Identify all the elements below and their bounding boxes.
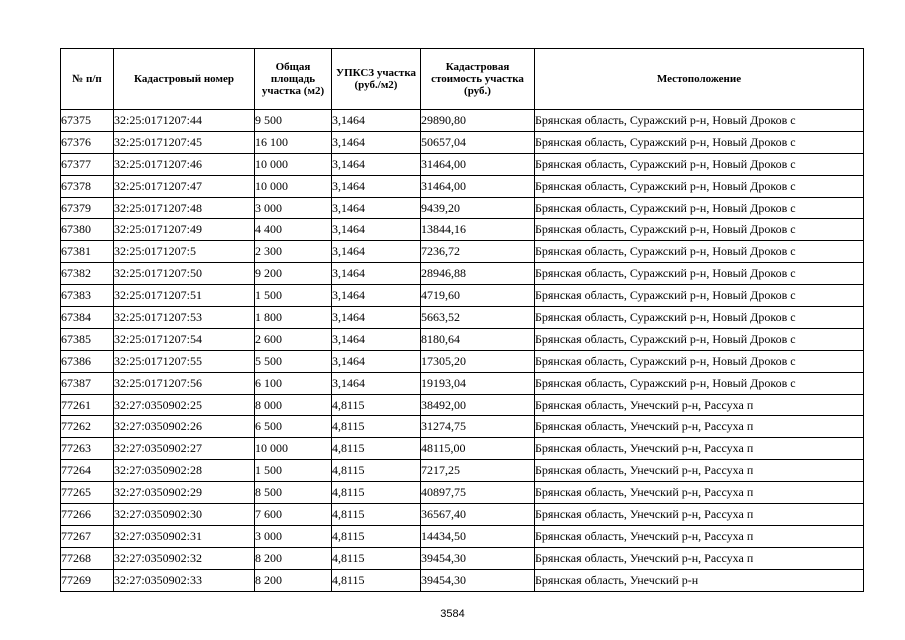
cell-row-number: 67387 [61, 372, 114, 394]
cell-cadastral-value: 7217,25 [421, 460, 535, 482]
cell-cadastral-value: 36567,40 [421, 504, 535, 526]
cell-row-number: 67378 [61, 175, 114, 197]
table-row [61, 131, 864, 153]
header-row [61, 49, 864, 110]
cell-location: Брянская область, Суражский р-н, Новый Дроков с [535, 175, 864, 197]
cell-upksz: 3,1464 [332, 350, 421, 372]
cell-area: 8 000 [255, 394, 332, 416]
cell-upksz: 3,1464 [332, 175, 421, 197]
cell-cadastral-value: 8180,64 [421, 328, 535, 350]
cell-area: 3 000 [255, 525, 332, 547]
cell-row-number: 77265 [61, 482, 114, 504]
cell-location: Брянская область, Суражский р-н, Новый Дроков с [535, 241, 864, 263]
cell-row-number: 77262 [61, 416, 114, 438]
cell-upksz: 4,8115 [332, 569, 421, 591]
cell-area: 8 200 [255, 569, 332, 591]
cell-cadastral-number: 32:25:0171207:47 [114, 175, 255, 197]
cell-area: 3 000 [255, 197, 332, 219]
cell-cadastral-number: 32:25:0171207:46 [114, 153, 255, 175]
cell-row-number: 77268 [61, 547, 114, 569]
table-row [61, 547, 864, 569]
cell-location: Брянская область, Унечский р-н, Рассуха п [535, 416, 864, 438]
cell-cadastral-number: 32:27:0350902:30 [114, 504, 255, 526]
cell-location: Брянская область, Суражский р-н, Новый Дроков с [535, 307, 864, 329]
cell-row-number: 67381 [61, 241, 114, 263]
cell-cadastral-number: 32:27:0350902:25 [114, 394, 255, 416]
table-row [61, 482, 864, 504]
cell-upksz: 3,1464 [332, 110, 421, 132]
cell-area: 1 500 [255, 460, 332, 482]
cell-cadastral-number: 32:25:0171207:51 [114, 285, 255, 307]
cell-upksz: 4,8115 [332, 416, 421, 438]
cell-cadastral-value: 28946,88 [421, 263, 535, 285]
table-row [61, 569, 864, 591]
cell-area: 10 000 [255, 153, 332, 175]
cell-cadastral-value: 13844,16 [421, 219, 535, 241]
cell-upksz: 4,8115 [332, 482, 421, 504]
cell-area: 10 000 [255, 175, 332, 197]
header-cadastral-value: Кадастровая стоимость участка (руб.) [421, 49, 535, 110]
cell-cadastral-number: 32:27:0350902:33 [114, 569, 255, 591]
cell-cadastral-number: 32:25:0171207:5 [114, 241, 255, 263]
cell-area: 7 600 [255, 504, 332, 526]
cell-cadastral-number: 32:25:0171207:54 [114, 328, 255, 350]
cell-cadastral-value: 39454,30 [421, 547, 535, 569]
cell-row-number: 77267 [61, 525, 114, 547]
cell-cadastral-number: 32:27:0350902:27 [114, 438, 255, 460]
table-row [61, 153, 864, 175]
cell-cadastral-value: 31464,00 [421, 153, 535, 175]
cell-row-number: 67377 [61, 153, 114, 175]
cell-cadastral-number: 32:25:0171207:55 [114, 350, 255, 372]
header-location: Местоположение [535, 49, 864, 110]
cell-row-number: 67376 [61, 131, 114, 153]
cell-row-number: 77261 [61, 394, 114, 416]
cell-row-number: 67375 [61, 110, 114, 132]
cell-cadastral-number: 32:25:0171207:50 [114, 263, 255, 285]
table-row [61, 285, 864, 307]
cell-row-number: 67385 [61, 328, 114, 350]
cell-row-number: 67384 [61, 307, 114, 329]
cell-upksz: 3,1464 [332, 263, 421, 285]
cell-upksz: 3,1464 [332, 372, 421, 394]
table-row [61, 416, 864, 438]
cell-location: Брянская область, Суражский р-н, Новый Дроков с [535, 219, 864, 241]
cell-row-number: 77266 [61, 504, 114, 526]
cell-upksz: 3,1464 [332, 241, 421, 263]
cell-cadastral-number: 32:27:0350902:29 [114, 482, 255, 504]
cell-area: 9 200 [255, 263, 332, 285]
cell-row-number: 77263 [61, 438, 114, 460]
table-row [61, 328, 864, 350]
cell-upksz: 3,1464 [332, 197, 421, 219]
cell-area: 6 100 [255, 372, 332, 394]
cell-location: Брянская область, Суражский р-н, Новый Дроков с [535, 197, 864, 219]
cell-cadastral-value: 9439,20 [421, 197, 535, 219]
cell-upksz: 3,1464 [332, 285, 421, 307]
cell-area: 5 500 [255, 350, 332, 372]
cell-cadastral-number: 32:25:0171207:45 [114, 131, 255, 153]
header-upksz: УПКСЗ участка (руб./м2) [332, 49, 421, 110]
cell-area: 1 800 [255, 307, 332, 329]
table-row [61, 110, 864, 132]
cell-cadastral-number: 32:25:0171207:44 [114, 110, 255, 132]
cell-location: Брянская область, Суражский р-н, Новый Дроков с [535, 131, 864, 153]
table-body [61, 110, 864, 592]
cell-upksz: 4,8115 [332, 504, 421, 526]
cell-cadastral-value: 48115,00 [421, 438, 535, 460]
cell-upksz: 3,1464 [332, 131, 421, 153]
cell-location: Брянская область, Унечский р-н, Рассуха п [535, 438, 864, 460]
cell-location: Брянская область, Суражский р-н, Новый Дроков с [535, 350, 864, 372]
cell-cadastral-value: 31274,75 [421, 416, 535, 438]
cell-area: 2 300 [255, 241, 332, 263]
cell-row-number: 67383 [61, 285, 114, 307]
cell-cadastral-number: 32:27:0350902:31 [114, 525, 255, 547]
cell-cadastral-value: 14434,50 [421, 525, 535, 547]
cell-location: Брянская область, Суражский р-н, Новый Дроков с [535, 372, 864, 394]
cell-location: Брянская область, Унечский р-н, Рассуха п [535, 460, 864, 482]
cell-cadastral-number: 32:27:0350902:28 [114, 460, 255, 482]
cell-row-number: 67386 [61, 350, 114, 372]
cell-upksz: 3,1464 [332, 328, 421, 350]
cell-location: Брянская область, Унечский р-н, Рассуха п [535, 525, 864, 547]
cell-area: 2 600 [255, 328, 332, 350]
table-row [61, 307, 864, 329]
cell-location: Брянская область, Унечский р-н, Рассуха п [535, 482, 864, 504]
cell-area: 9 500 [255, 110, 332, 132]
cell-location: Брянская область, Унечский р-н, Рассуха п [535, 394, 864, 416]
cell-location: Брянская область, Суражский р-н, Новый Дроков с [535, 153, 864, 175]
header-cadastral-number: Кадастровый номер [114, 49, 255, 110]
cell-location: Брянская область, Суражский р-н, Новый Дроков с [535, 263, 864, 285]
cell-cadastral-number: 32:25:0171207:48 [114, 197, 255, 219]
cell-cadastral-value: 39454,30 [421, 569, 535, 591]
cell-area: 4 400 [255, 219, 332, 241]
cell-area: 16 100 [255, 131, 332, 153]
cell-area: 6 500 [255, 416, 332, 438]
cell-upksz: 4,8115 [332, 547, 421, 569]
cell-row-number: 67380 [61, 219, 114, 241]
cell-cadastral-value: 7236,72 [421, 241, 535, 263]
table-row [61, 197, 864, 219]
cell-cadastral-number: 32:27:0350902:26 [114, 416, 255, 438]
cell-cadastral-number: 32:25:0171207:49 [114, 219, 255, 241]
cadastral-table [60, 48, 864, 592]
cell-cadastral-number: 32:27:0350902:32 [114, 547, 255, 569]
cell-row-number: 67379 [61, 197, 114, 219]
table-row [61, 394, 864, 416]
cell-location: Брянская область, Суражский р-н, Новый Дроков с [535, 110, 864, 132]
cell-cadastral-value: 5663,52 [421, 307, 535, 329]
cell-cadastral-value: 4719,60 [421, 285, 535, 307]
cell-area: 8 500 [255, 482, 332, 504]
cell-upksz: 3,1464 [332, 307, 421, 329]
cell-upksz: 4,8115 [332, 394, 421, 416]
cell-location: Брянская область, Унечский р-н [535, 569, 864, 591]
cell-location: Брянская область, Суражский р-н, Новый Дроков с [535, 285, 864, 307]
header-number: № п/п [61, 49, 114, 110]
cell-cadastral-value: 29890,80 [421, 110, 535, 132]
cell-location: Брянская область, Суражский р-н, Новый Дроков с [535, 328, 864, 350]
header-area: Общая площадь участка (м2) [255, 49, 332, 110]
cell-upksz: 3,1464 [332, 219, 421, 241]
table-row [61, 504, 864, 526]
table-row [61, 372, 864, 394]
cell-row-number: 77264 [61, 460, 114, 482]
table-row [61, 175, 864, 197]
table-row [61, 241, 864, 263]
cell-cadastral-value: 50657,04 [421, 131, 535, 153]
page-number: 3584 [440, 608, 465, 620]
cell-area: 8 200 [255, 547, 332, 569]
cell-upksz: 4,8115 [332, 460, 421, 482]
table-row [61, 460, 864, 482]
table-row [61, 438, 864, 460]
table-row [61, 219, 864, 241]
cell-cadastral-value: 31464,00 [421, 175, 535, 197]
cell-area: 10 000 [255, 438, 332, 460]
cell-cadastral-value: 17305,20 [421, 350, 535, 372]
table-row [61, 525, 864, 547]
cell-cadastral-value: 38492,00 [421, 394, 535, 416]
cell-row-number: 67382 [61, 263, 114, 285]
cell-upksz: 4,8115 [332, 438, 421, 460]
table-row [61, 263, 864, 285]
cell-upksz: 3,1464 [332, 153, 421, 175]
cell-cadastral-value: 40897,75 [421, 482, 535, 504]
cell-cadastral-number: 32:25:0171207:56 [114, 372, 255, 394]
cell-location: Брянская область, Унечский р-н, Рассуха п [535, 547, 864, 569]
cell-cadastral-number: 32:25:0171207:53 [114, 307, 255, 329]
cell-row-number: 77269 [61, 569, 114, 591]
cell-location: Брянская область, Унечский р-н, Рассуха п [535, 504, 864, 526]
cell-cadastral-value: 19193,04 [421, 372, 535, 394]
cell-area: 1 500 [255, 285, 332, 307]
cell-upksz: 4,8115 [332, 525, 421, 547]
table-row [61, 350, 864, 372]
